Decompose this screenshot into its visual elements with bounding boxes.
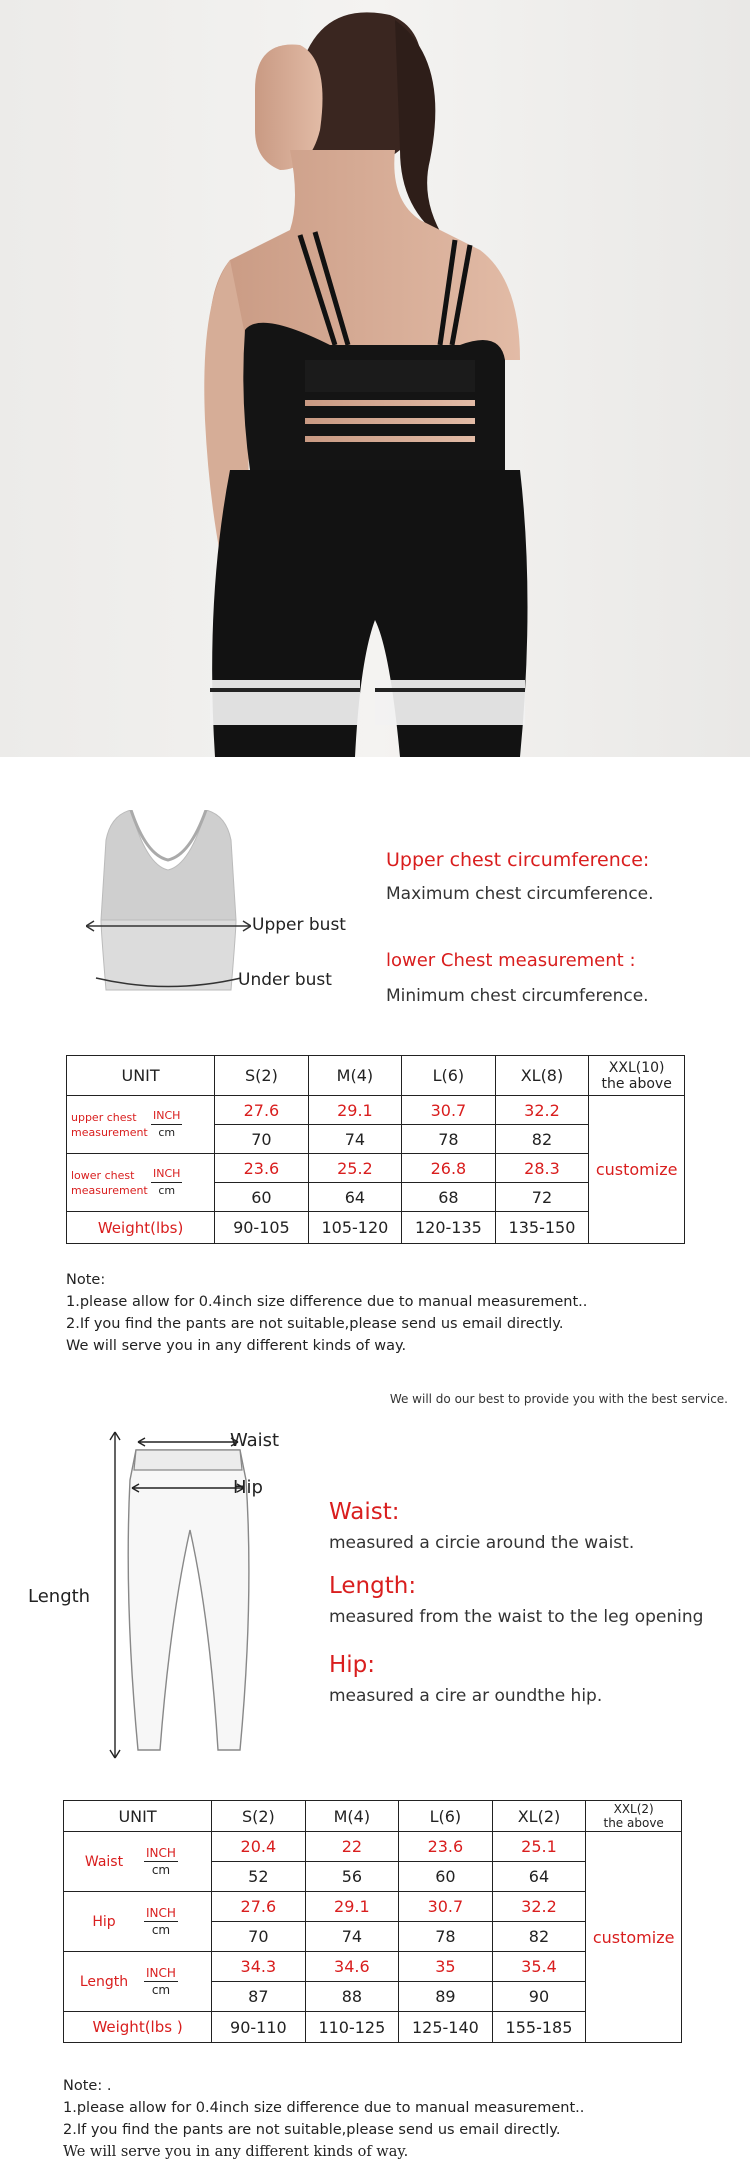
hip-cm-l: 78	[399, 1922, 493, 1952]
upper-cm-m: 74	[308, 1125, 402, 1154]
length-title: Length:	[329, 1573, 417, 1599]
weight-m: 105-120	[308, 1212, 402, 1244]
header-l: L(6)	[402, 1056, 496, 1096]
note-block-1	[66, 1269, 726, 1357]
unit-switch: INCH cm	[146, 1846, 176, 1877]
upper-bust-label: Upper bust	[252, 915, 346, 935]
header-xl: XL(8)	[495, 1056, 589, 1096]
lower-chest-title: lower Chest measurement :	[386, 950, 636, 971]
unit-switch: INCH cm	[146, 1966, 176, 1997]
waist-cm-m: 56	[305, 1862, 399, 1892]
waist-inch-xl: 25.1	[492, 1832, 586, 1862]
upper-chest-desc: Maximum chest circumference.	[386, 884, 654, 904]
upper-chest-title: Upper chest circumference:	[386, 849, 650, 871]
length-cm-xl: 90	[492, 1982, 586, 2012]
hip-desc: measured a cire ar oundthe hip.	[329, 1686, 603, 1706]
length-row-label: Length	[79, 1973, 129, 1990]
waist-inch-s: 20.4	[212, 1832, 306, 1862]
note-line-1: 1.please allow for 0.4inch size difference due to manual measurement..	[63, 2100, 585, 2116]
hip-inch-s: 27.6	[212, 1892, 306, 1922]
hip-inch-l: 30.7	[399, 1892, 493, 1922]
upper-inch-s: 27.6	[215, 1096, 308, 1125]
weight-l: 125-140	[399, 2012, 493, 2043]
header-xxl: XXL(10) the above	[589, 1056, 685, 1096]
unit-switch: INCH cm	[146, 1906, 176, 1937]
header-l: L(6)	[399, 1801, 493, 1832]
model-illustration	[0, 0, 750, 757]
upper-cm-s: 70	[215, 1125, 308, 1154]
customize-cell: customize	[586, 1832, 682, 2043]
length-inch-l: 35	[399, 1952, 493, 1982]
upper-chest-unit-cell	[67, 1096, 215, 1154]
hip-inch-xl: 32.2	[492, 1892, 586, 1922]
hip-cm-xl: 82	[492, 1922, 586, 1952]
note-line-3: We will serve you in any different kinds of way.	[66, 1338, 407, 1354]
waist-cm-xl: 64	[492, 1862, 586, 1892]
lower-cm-s: 60	[215, 1183, 308, 1212]
service-line: We will do our best to provide you with the best service.	[389, 1392, 728, 1406]
under-bust-label: Under bust	[238, 970, 332, 990]
note-line-2: 2.If you find the pants are not suitable,please send us email directly.	[63, 2122, 561, 2138]
waist-desc: measured a circie around the waist.	[329, 1533, 635, 1553]
waist-unit-cell	[64, 1832, 212, 1892]
lower-cm-xl: 72	[495, 1183, 589, 1212]
lower-inch-m: 25.2	[308, 1154, 402, 1183]
hip-label: Hip	[233, 1477, 263, 1498]
hip-row-label: Hip	[92, 1913, 116, 1930]
unit-switch: INCH cm	[153, 1109, 181, 1139]
weight-m: 110-125	[305, 2012, 399, 2043]
waist-title: Waist:	[329, 1499, 400, 1525]
weight-xl: 135-150	[495, 1212, 589, 1244]
weight-l: 120-135	[402, 1212, 496, 1244]
length-inch-xl: 35.4	[492, 1952, 586, 1982]
waist-cm-s: 52	[212, 1862, 306, 1892]
lower-chest-desc: Minimum chest circumference.	[386, 986, 649, 1006]
hip-cm-m: 74	[305, 1922, 399, 1952]
waist-row-label: Waist	[84, 1853, 124, 1870]
note-line-1: 1.please allow for 0.4inch size difference due to manual measurement..	[66, 1294, 588, 1310]
header-s: S(2)	[212, 1801, 306, 1832]
header-unit: UNIT	[67, 1056, 215, 1096]
upper-inch-xl: 32.2	[495, 1096, 589, 1125]
upper-cm-xl: 82	[495, 1125, 589, 1154]
lower-inch-s: 23.6	[215, 1154, 308, 1183]
note-title: Note: .	[63, 2078, 112, 2094]
length-label: Length	[28, 1586, 91, 1607]
waist-label: Waist	[230, 1430, 280, 1451]
length-inch-s: 34.3	[212, 1952, 306, 1982]
header-m: M(4)	[305, 1801, 399, 1832]
upper-cm-l: 78	[402, 1125, 496, 1154]
length-cm-l: 89	[399, 1982, 493, 2012]
hip-cm-s: 70	[212, 1922, 306, 1952]
header-m: M(4)	[308, 1056, 402, 1096]
weight-label: Weight(lbs )	[64, 2012, 212, 2043]
length-cm-m: 88	[305, 1982, 399, 2012]
lower-inch-l: 26.8	[402, 1154, 496, 1183]
sports-bra-diagram	[86, 810, 251, 998]
product-photo	[0, 0, 750, 757]
upper-inch-m: 29.1	[308, 1096, 402, 1125]
length-arrow	[108, 1430, 122, 1760]
header-s: S(2)	[215, 1056, 308, 1096]
note-block-2	[63, 2075, 733, 2163]
weight-s: 90-105	[215, 1212, 308, 1244]
customize-cell: customize	[589, 1096, 685, 1244]
length-cm-s: 87	[212, 1982, 306, 2012]
waist-inch-l: 23.6	[399, 1832, 493, 1862]
header-xxl: XXL(2) the above	[586, 1801, 682, 1832]
lower-cm-m: 64	[308, 1183, 402, 1212]
weight-label: Weight(lbs)	[67, 1212, 215, 1244]
length-inch-m: 34.6	[305, 1952, 399, 1982]
note-line-2: 2.If you find the pants are not suitable,please send us email directly.	[66, 1316, 564, 1332]
hip-unit-cell	[64, 1892, 212, 1952]
header-unit: UNIT	[64, 1801, 212, 1832]
lower-chest-row-label: lower chest measurement	[71, 1168, 148, 1197]
length-desc: measured from the waist to the leg opening	[329, 1607, 704, 1627]
note-title: Note:	[66, 1272, 106, 1288]
pants-size-table	[63, 1800, 682, 2043]
hip-title: Hip:	[329, 1652, 376, 1678]
weight-s: 90-110	[212, 2012, 306, 2043]
weight-xl: 155-185	[492, 2012, 586, 2043]
waist-cm-l: 60	[399, 1862, 493, 1892]
length-unit-cell	[64, 1952, 212, 2012]
upper-chest-row-label: upper chest measurement	[71, 1110, 148, 1139]
upper-inch-l: 30.7	[402, 1096, 496, 1125]
bra-size-table	[66, 1055, 685, 1244]
lower-chest-unit-cell	[67, 1154, 215, 1212]
waist-inch-m: 22	[305, 1832, 399, 1862]
lower-inch-xl: 28.3	[495, 1154, 589, 1183]
lower-cm-l: 68	[402, 1183, 496, 1212]
note-line-3: We will serve you in any different kinds of way.	[63, 2144, 409, 2160]
hip-inch-m: 29.1	[305, 1892, 399, 1922]
leggings-diagram	[98, 1420, 268, 1770]
header-xl: XL(2)	[492, 1801, 586, 1832]
unit-switch: INCH cm	[153, 1167, 181, 1197]
